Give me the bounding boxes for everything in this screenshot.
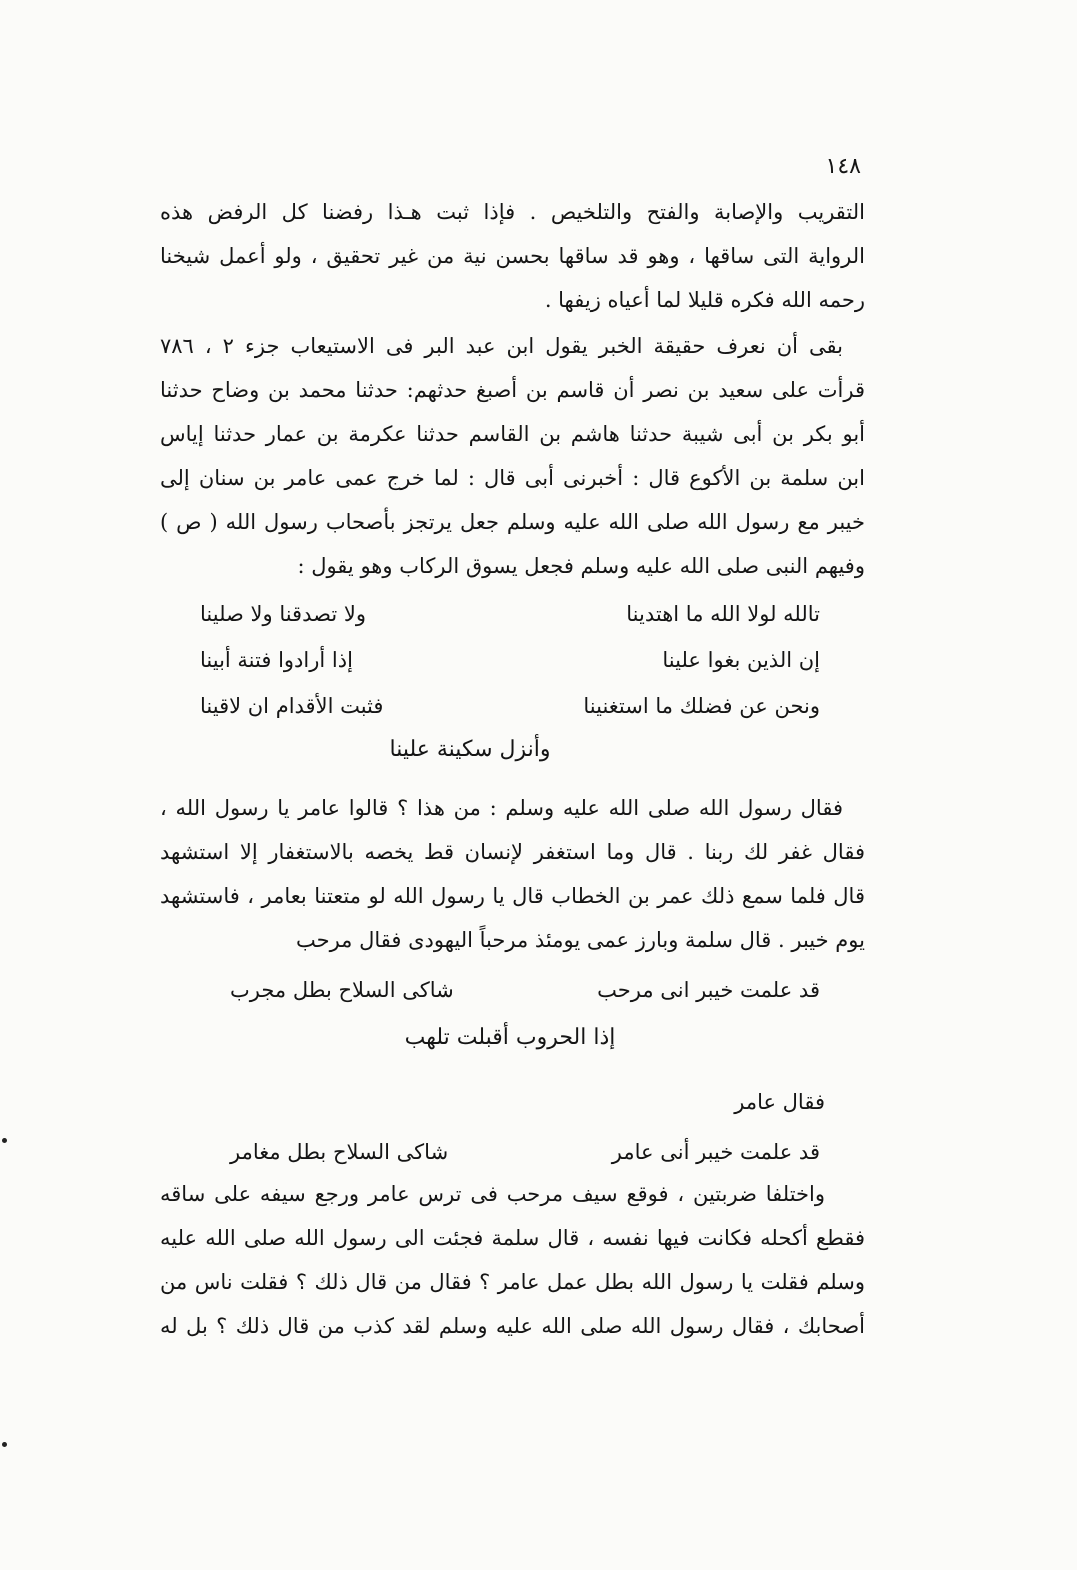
text-line: قرأت على سعيد بن نصر أن قاسم بن أصبغ حدثهم: حدثنا محمد بن وضاح حدثنا xyxy=(160,378,865,402)
poem-verse xyxy=(200,684,820,728)
poem-verse xyxy=(200,638,820,682)
poem-closing-line: وأنزل سكينة علينا xyxy=(389,737,551,762)
verse-first-hemistich: قد علمت خيبر انى مرحب xyxy=(597,978,820,1002)
speaker-line: فقال عامر xyxy=(734,1090,825,1114)
paragraph-3 xyxy=(160,786,865,962)
text-line: أصحابك ، فقال رسول الله صلى الله عليه وسلم لقد كذب من قال ذلك ؟ بل له xyxy=(160,1314,865,1338)
paragraph-4 xyxy=(160,1172,865,1348)
text-line: فقال غفر لك ربنا . قال وما استغفر لإنسان قط يخصه بالاستغفار إلا استشهد xyxy=(160,840,865,864)
text-line: رحمه الله فكره قليلا لما أعياه زيفها . xyxy=(544,288,865,312)
verse-first-hemistich: تالله لولا الله ما اهتدينا xyxy=(626,602,820,626)
text-line: وسلم فقلت يا رسول الله بطل عمل عامر ؟ فقال من قال ذلك ؟ فقلت ناس من xyxy=(160,1270,865,1294)
text-line: وفيهم النبى صلى الله عليه وسلم فجعل يسوق الركاب وهو يقول : xyxy=(297,554,865,578)
poem-closing-line: إذا الحروب أقبلت تلهب xyxy=(404,1025,616,1050)
text-line: الرواية التى ساقها ، وهو قد ساقها بحسن نية من غير تحقيق ، ولو أعمل شيخنا xyxy=(160,244,865,268)
paragraph-2 xyxy=(160,324,865,588)
text-line: يوم خيبر . قال سلمة وبارز عمى يومئذ مرحباً اليهودى فقال مرحب xyxy=(295,928,865,952)
text-line: فقال رسول الله صلى الله عليه وسلم : من هذا ؟ قالوا عامر يا رسول الله ، xyxy=(160,796,843,820)
text-line: خيبر مع رسول الله صلى الله عليه وسلم جعل يرتجز بأصحاب رسول الله ( ص ) xyxy=(160,510,865,534)
verse-second-hemistich: إذا أرادوا فتنة أبينا xyxy=(200,648,353,672)
text-line: بقى أن نعرف حقيقة الخبر يقول ابن عبد البر فى الاستيعاب جزء ٢ ، ٧٨٦ xyxy=(160,334,843,358)
verse-second-hemistich: شاكى السلاح بطل مغامر xyxy=(230,1140,449,1164)
verse-first-hemistich: قد علمت خيبر أنى عامر xyxy=(611,1140,820,1164)
verse-second-hemistich: شاكى السلاح بطل مجرب xyxy=(230,978,454,1002)
text-line: أبو بكر بن أبى شيبة حدثنا هاشم بن القاسم حدثنا عكرمة بن عمار حدثنا إياس xyxy=(160,422,865,446)
verse-second-hemistich: فثبت الأقدام ان لاقينا xyxy=(200,694,384,718)
text-line: ابن سلمة بن الأكوع قال : أخبرنى أبى قال : لما خرج عمى عامر بن سنان إلى xyxy=(160,466,865,490)
scan-speck xyxy=(2,1138,7,1143)
text-line: التقريب والإصابة والفتح والتلخيص . فإذا ثبت هـذا رفضنا كل الرفض هذه xyxy=(160,200,865,224)
text-line: فقطع أكحله فكانت فيها نفسه ، قال سلمة فجئت الى رسول الله صلى الله عليه xyxy=(160,1226,865,1250)
text-line: واختلفا ضربتين ، فوقع سيف مرحب فى ترس عامر ورجع سيفه على ساقه xyxy=(160,1182,825,1206)
page-number: ١٤٨ xyxy=(825,154,861,179)
scan-speck xyxy=(2,1442,7,1447)
poem-verse xyxy=(230,968,820,1012)
paragraph-1 xyxy=(160,190,865,322)
verse-second-hemistich: ولا تصدقنا ولا صلينا xyxy=(200,602,366,626)
verse-first-hemistich: ونحن عن فضلك ما استغنينا xyxy=(583,694,820,718)
text-line: قال فلما سمع ذلك عمر بن الخطاب قال يا رسول الله لو متعتنا بعامر ، فاستشهد xyxy=(160,884,865,908)
verse-first-hemistich: إن الذين بغوا علينا xyxy=(662,648,820,672)
poem-verse xyxy=(200,592,820,636)
poem-verse xyxy=(230,1130,820,1174)
